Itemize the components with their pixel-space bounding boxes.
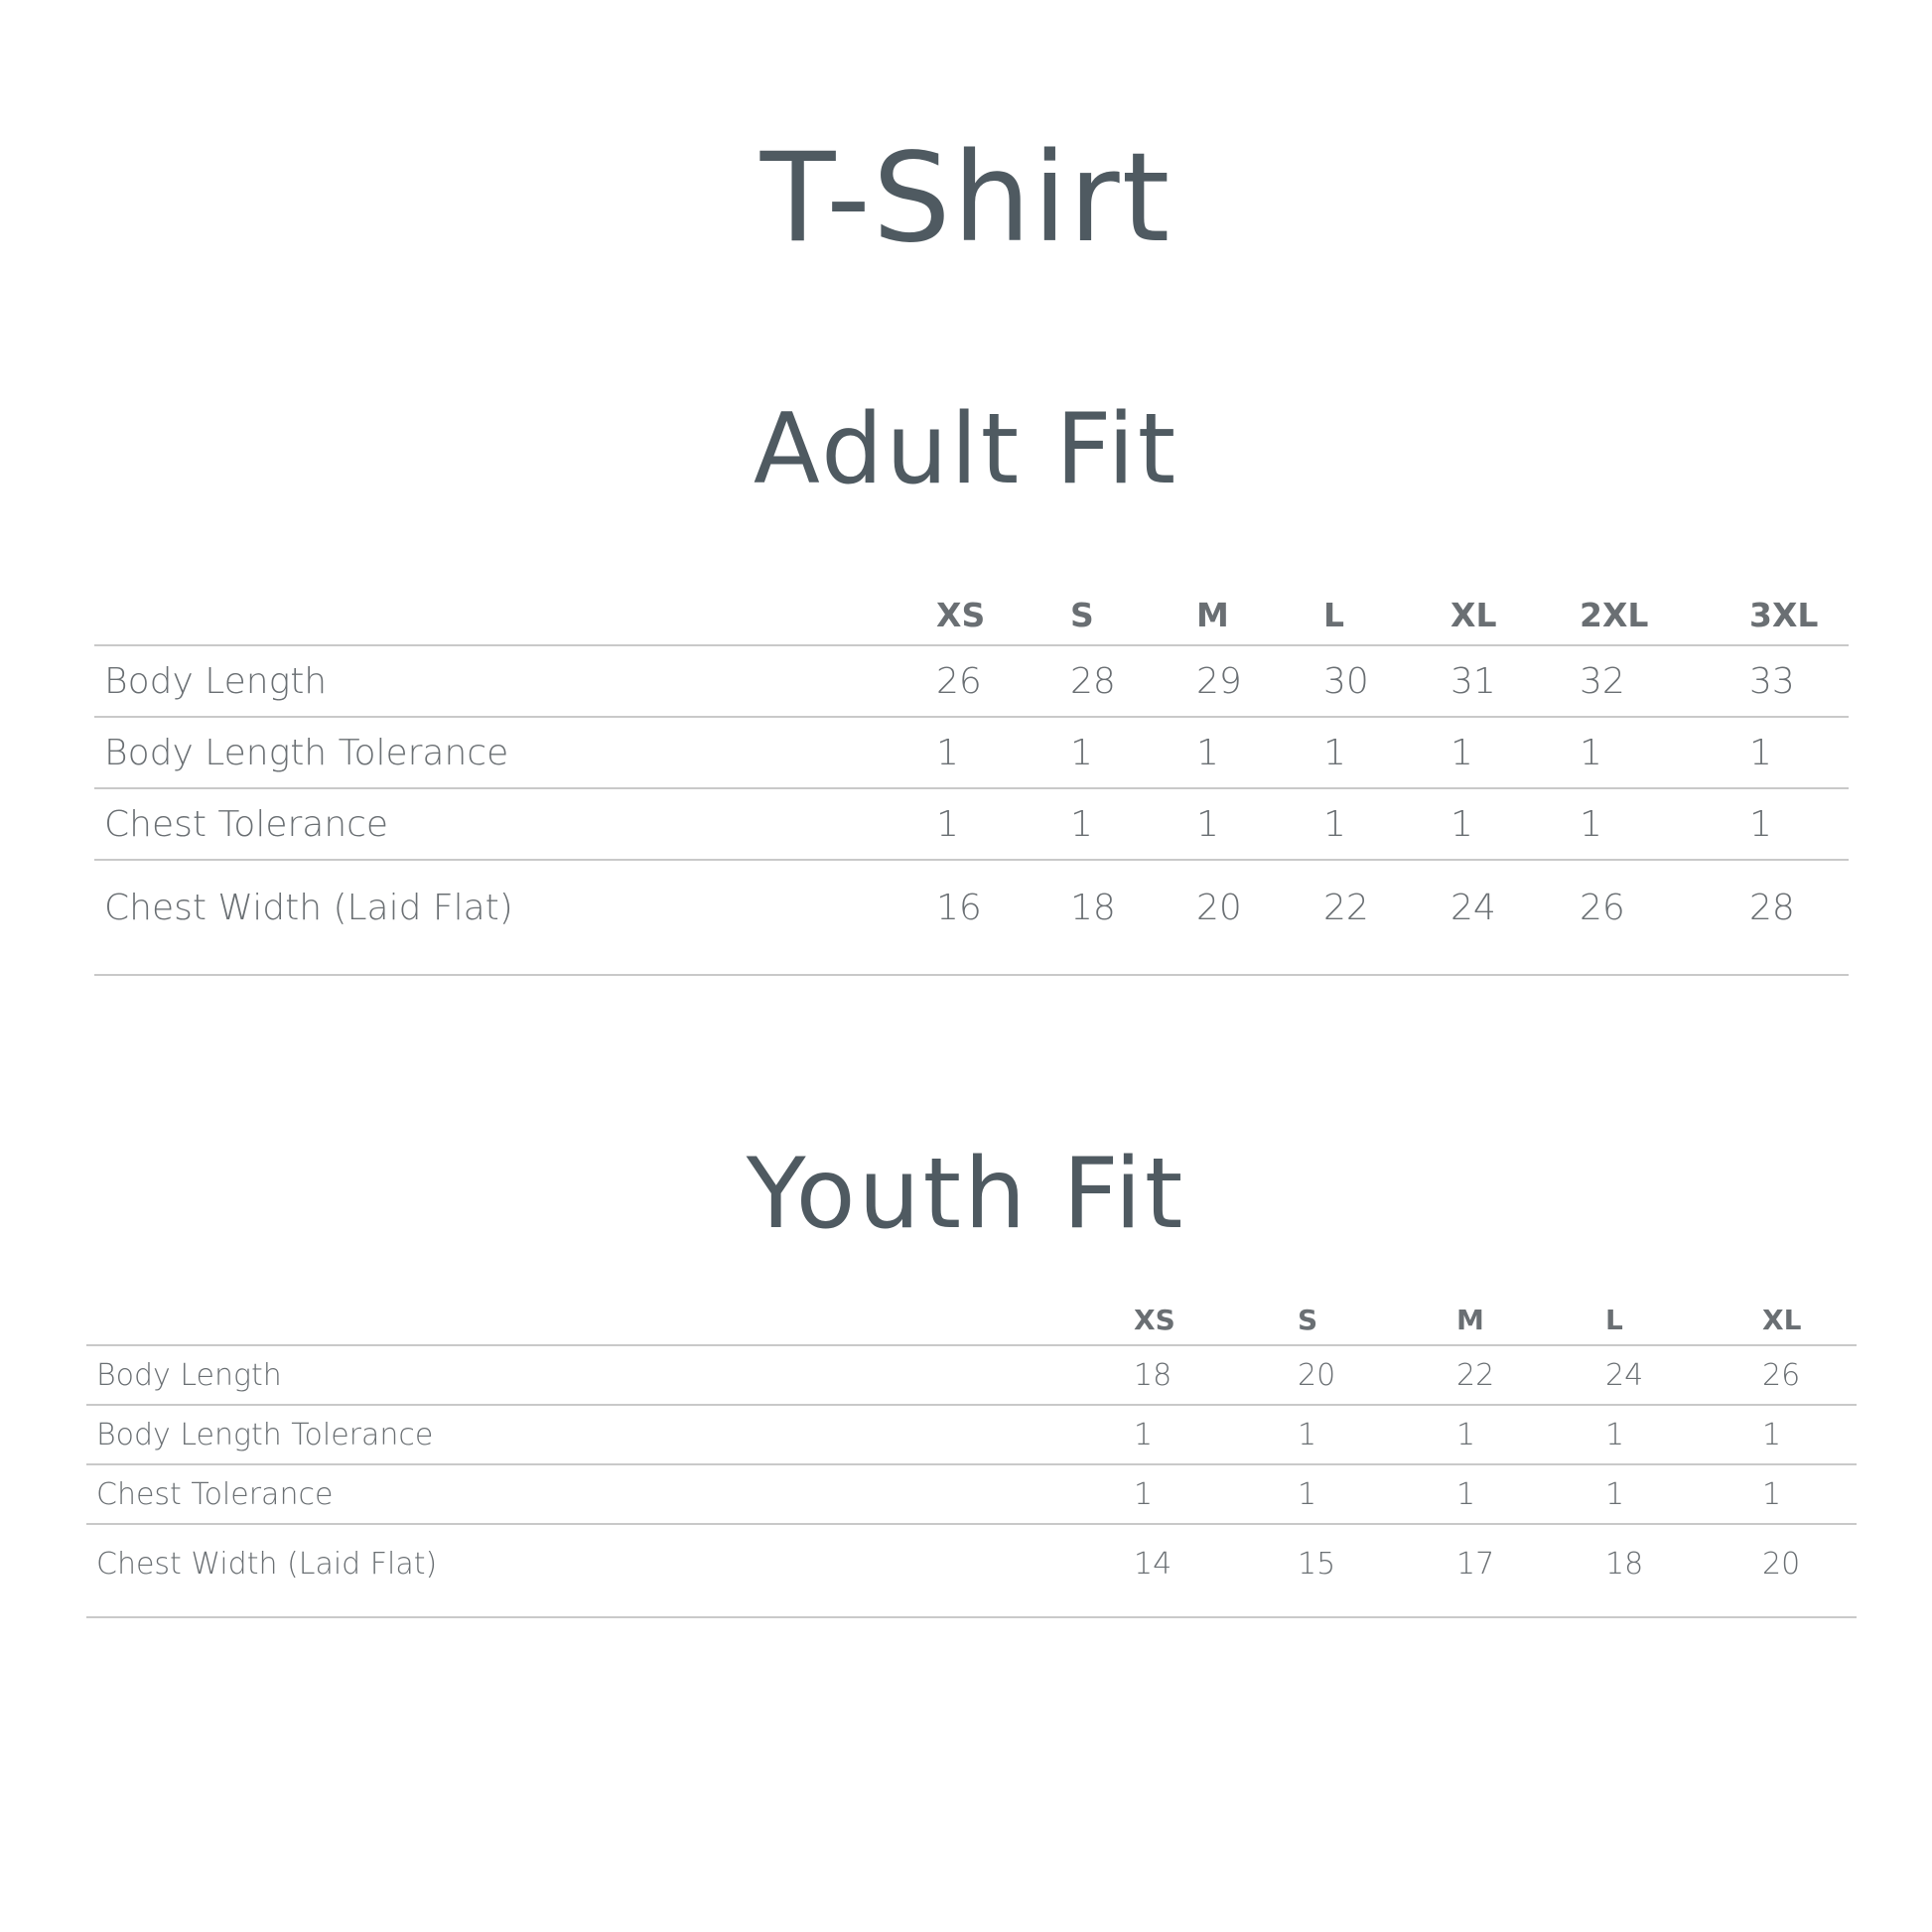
table-cell: 24 <box>1450 860 1580 975</box>
table-row <box>86 1405 1857 1464</box>
adult-size-xs: XS <box>936 581 1070 645</box>
row-label: Body Length <box>86 1345 1134 1405</box>
row-label: Body Length Tolerance <box>86 1405 1134 1464</box>
youth-size-s: S <box>1298 1291 1456 1345</box>
table-cell: 32 <box>1580 645 1749 717</box>
table-cell: 31 <box>1450 645 1580 717</box>
row-label: Body Length Tolerance <box>94 717 936 788</box>
table-cell: 1 <box>1070 788 1196 860</box>
table-cell: 1 <box>1450 717 1580 788</box>
adult-size-3xl: 3XL <box>1749 581 1849 645</box>
table-cell: 18 <box>1134 1345 1298 1405</box>
table-cell: 1 <box>1749 788 1849 860</box>
table-cell: 20 <box>1762 1524 1857 1617</box>
table-cell: 1 <box>1762 1464 1857 1524</box>
table-row <box>86 1524 1857 1617</box>
youth-size-l: L <box>1605 1291 1762 1345</box>
table-cell: 29 <box>1196 645 1323 717</box>
table-cell: 1 <box>1580 717 1749 788</box>
youth-size-xl: XL <box>1762 1291 1857 1345</box>
youth-size-xs: XS <box>1134 1291 1298 1345</box>
adult-size-2xl: 2XL <box>1580 581 1749 645</box>
youth-size-m: M <box>1456 1291 1605 1345</box>
table-cell: 20 <box>1298 1345 1456 1405</box>
adult-size-m: M <box>1196 581 1323 645</box>
adult-size-table <box>94 581 1849 976</box>
row-label: Chest Width (Laid Flat) <box>94 860 936 975</box>
adult-header-blank <box>94 581 936 645</box>
table-cell: 1 <box>1762 1405 1857 1464</box>
youth-size-table <box>86 1291 1857 1618</box>
table-cell: 30 <box>1323 645 1450 717</box>
table-cell: 1 <box>1196 717 1323 788</box>
table-cell: 20 <box>1196 860 1323 975</box>
table-row <box>94 717 1849 788</box>
youth-header-row <box>86 1291 1857 1345</box>
table-row <box>94 645 1849 717</box>
table-row <box>86 1464 1857 1524</box>
adult-header-row <box>94 581 1849 645</box>
table-row <box>86 1345 1857 1405</box>
table-row <box>94 860 1849 975</box>
table-cell: 1 <box>1323 788 1450 860</box>
row-label: Body Length <box>94 645 936 717</box>
table-cell: 22 <box>1456 1345 1605 1405</box>
adult-size-s: S <box>1070 581 1196 645</box>
table-cell: 18 <box>1070 860 1196 975</box>
table-cell: 22 <box>1323 860 1450 975</box>
table-row <box>94 788 1849 860</box>
table-cell: 1 <box>1134 1405 1298 1464</box>
table-cell: 18 <box>1605 1524 1762 1617</box>
table-cell: 1 <box>1749 717 1849 788</box>
table-cell: 1 <box>1298 1405 1456 1464</box>
table-cell: 1 <box>1196 788 1323 860</box>
table-cell: 26 <box>1580 860 1749 975</box>
table-cell: 33 <box>1749 645 1849 717</box>
table-cell: 1 <box>1298 1464 1456 1524</box>
table-cell: 16 <box>936 860 1070 975</box>
table-cell: 1 <box>936 788 1070 860</box>
table-cell: 1 <box>1605 1405 1762 1464</box>
table-cell: 1 <box>1605 1464 1762 1524</box>
table-cell: 17 <box>1456 1524 1605 1617</box>
table-cell: 1 <box>1323 717 1450 788</box>
row-label: Chest Width (Laid Flat) <box>86 1524 1134 1617</box>
adult-size-l: L <box>1323 581 1450 645</box>
adult-fit-title: Adult Fit <box>753 393 1179 506</box>
youth-fit-title: Youth Fit <box>746 1138 1186 1251</box>
table-cell: 28 <box>1070 645 1196 717</box>
table-cell: 1 <box>936 717 1070 788</box>
table-cell: 26 <box>1762 1345 1857 1405</box>
table-cell: 1 <box>1450 788 1580 860</box>
table-cell: 1 <box>1070 717 1196 788</box>
adult-size-xl: XL <box>1450 581 1580 645</box>
row-label: Chest Tolerance <box>94 788 936 860</box>
table-cell: 15 <box>1298 1524 1456 1617</box>
table-cell: 28 <box>1749 860 1849 975</box>
table-cell: 1 <box>1134 1464 1298 1524</box>
youth-header-blank <box>86 1291 1134 1345</box>
table-cell: 14 <box>1134 1524 1298 1617</box>
table-cell: 26 <box>936 645 1070 717</box>
row-label: Chest Tolerance <box>86 1464 1134 1524</box>
page-title: T-Shirt <box>759 127 1173 270</box>
table-cell: 1 <box>1456 1464 1605 1524</box>
table-cell: 1 <box>1580 788 1749 860</box>
table-cell: 1 <box>1456 1405 1605 1464</box>
table-cell: 24 <box>1605 1345 1762 1405</box>
